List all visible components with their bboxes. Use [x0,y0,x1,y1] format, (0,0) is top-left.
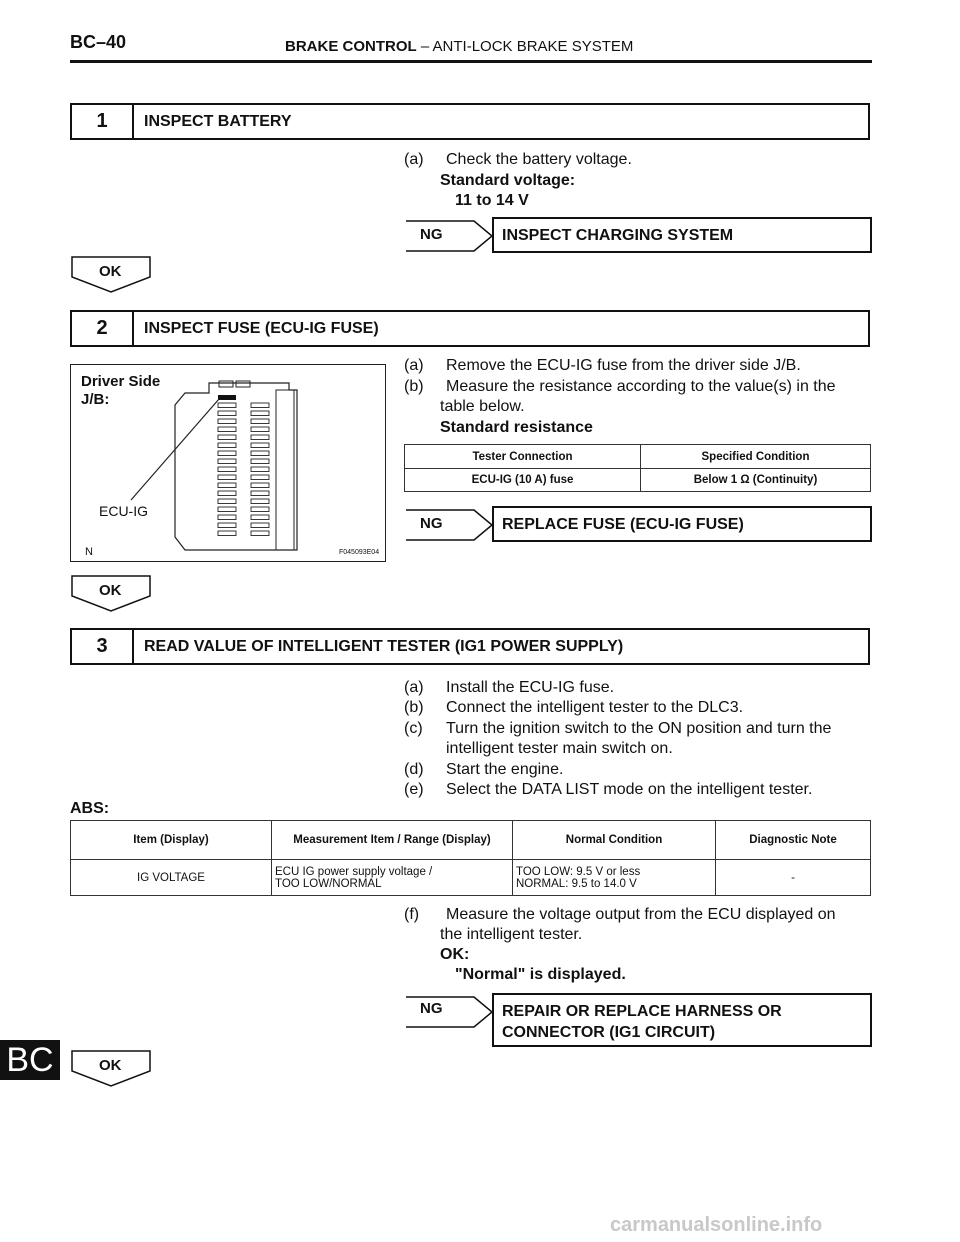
step-number: 1 [72,105,134,138]
table-header-row [405,445,871,469]
step3-item: (b) Connect the intelligent tester to the DLC3. [404,699,744,716]
page-header-title [285,38,633,55]
table-header-cell: Tester Connection [405,445,641,469]
figure-label-line1: Driver Side [81,373,161,390]
step3-item-f-cont: the intelligent tester. [440,926,583,943]
table-header-cell: Normal Condition [513,821,716,860]
step2-item-b-cont: table below. [440,398,525,415]
step3-item: (d) Start the engine. [404,761,564,778]
figure-corner-mark: N [85,546,93,558]
subsection-title: – ANTI-LOCK BRAKE SYSTEM [420,38,634,55]
step-3-header [70,628,870,665]
data-list-table [70,820,871,896]
table-header-row [71,821,871,860]
step2-standard-label: Standard resistance [440,419,593,436]
table-header-cell: Diagnostic Note [716,821,871,860]
table-row [405,469,871,492]
ng-label: NG [420,1000,443,1017]
table-header-cell: Measurement Item / Range (Display) [272,821,513,860]
figure-label-line2: J/B: [81,391,110,408]
step-2-header [70,310,870,347]
step-number: 3 [72,630,134,663]
step-title: INSPECT BATTERY [144,112,292,130]
table-cell: IG VOLTAGE [71,860,272,896]
ng-arrow-icon [404,506,496,544]
header-divider [70,60,872,63]
section-side-tab: BC [0,1040,60,1080]
step1-standard-label: Standard voltage: [440,172,576,189]
step1-item-a: (a) Check the battery voltage. [404,151,632,168]
ok-label: OK [99,263,122,280]
watermark: carmanualsonline.info [610,1214,823,1236]
abs-label: ABS: [70,800,110,817]
step3-ok-label: OK: [440,946,470,963]
step3-ng-action: REPAIR OR REPLACE HARNESS OR CONNECTOR (IG1 CIRCUIT) [492,993,872,1047]
step-1-header [70,103,870,140]
step3-item: (a) Install the ECU-IG fuse. [404,679,615,696]
figure-code: F045093E04 [339,549,380,556]
junction-block-drawing [71,365,385,561]
ng-label: NG [420,515,443,532]
step2-item-b: (b) Measure the resistance according to the value(s) in the [404,378,836,395]
step3-ok-value: "Normal" is displayed. [455,966,626,983]
page-code: BC–40 [70,32,127,52]
step3-item: (c) Turn the ignition switch to the ON position and turn the [404,720,832,737]
resistance-table [404,444,871,492]
ok-label: OK [99,582,122,599]
table-cell: TOO LOW: 9.5 V or less NORMAL: 9.5 to 14.0 V [513,860,716,896]
step2-item-a: (a) Remove the ECU-IG fuse from the driver side J/B. [404,357,801,374]
step3-item: (e) Select the DATA LIST mode on the intelligent tester. [404,781,813,798]
step3-item-f: (f) Measure the voltage output from the ECU displayed on [404,906,836,923]
table-cell: ECU IG power supply voltage / TOO LOW/NORMAL [272,860,513,896]
table-cell: Below 1 Ω (Continuity) [641,469,871,492]
table-cell: - [716,860,871,896]
table-row [71,860,871,896]
ok-label: OK [99,1057,122,1074]
figure-callout-ecu-ig: ECU-IG [99,503,148,519]
ng-arrow-icon [404,993,496,1031]
step-title: INSPECT FUSE (ECU-IG FUSE) [144,319,379,337]
table-header-cell: Specified Condition [641,445,871,469]
step1-standard-value: 11 to 14 V [455,192,529,209]
step3-item: intelligent tester main switch on. [446,740,673,757]
section-title: BRAKE CONTROL [285,38,417,55]
ng-arrow-icon [404,217,496,255]
step1-ng-action: INSPECT CHARGING SYSTEM [492,217,872,253]
ng-label: NG [420,226,443,243]
table-header-cell: Item (Display) [71,821,272,860]
table-cell: ECU-IG (10 A) fuse [405,469,641,492]
step-number: 2 [72,312,134,345]
step-title: READ VALUE OF INTELLIGENT TESTER (IG1 POWER SUPPLY) [144,637,624,655]
step2-ng-action: REPLACE FUSE (ECU-IG FUSE) [492,506,872,542]
figure-driver-side-jb [70,364,386,562]
